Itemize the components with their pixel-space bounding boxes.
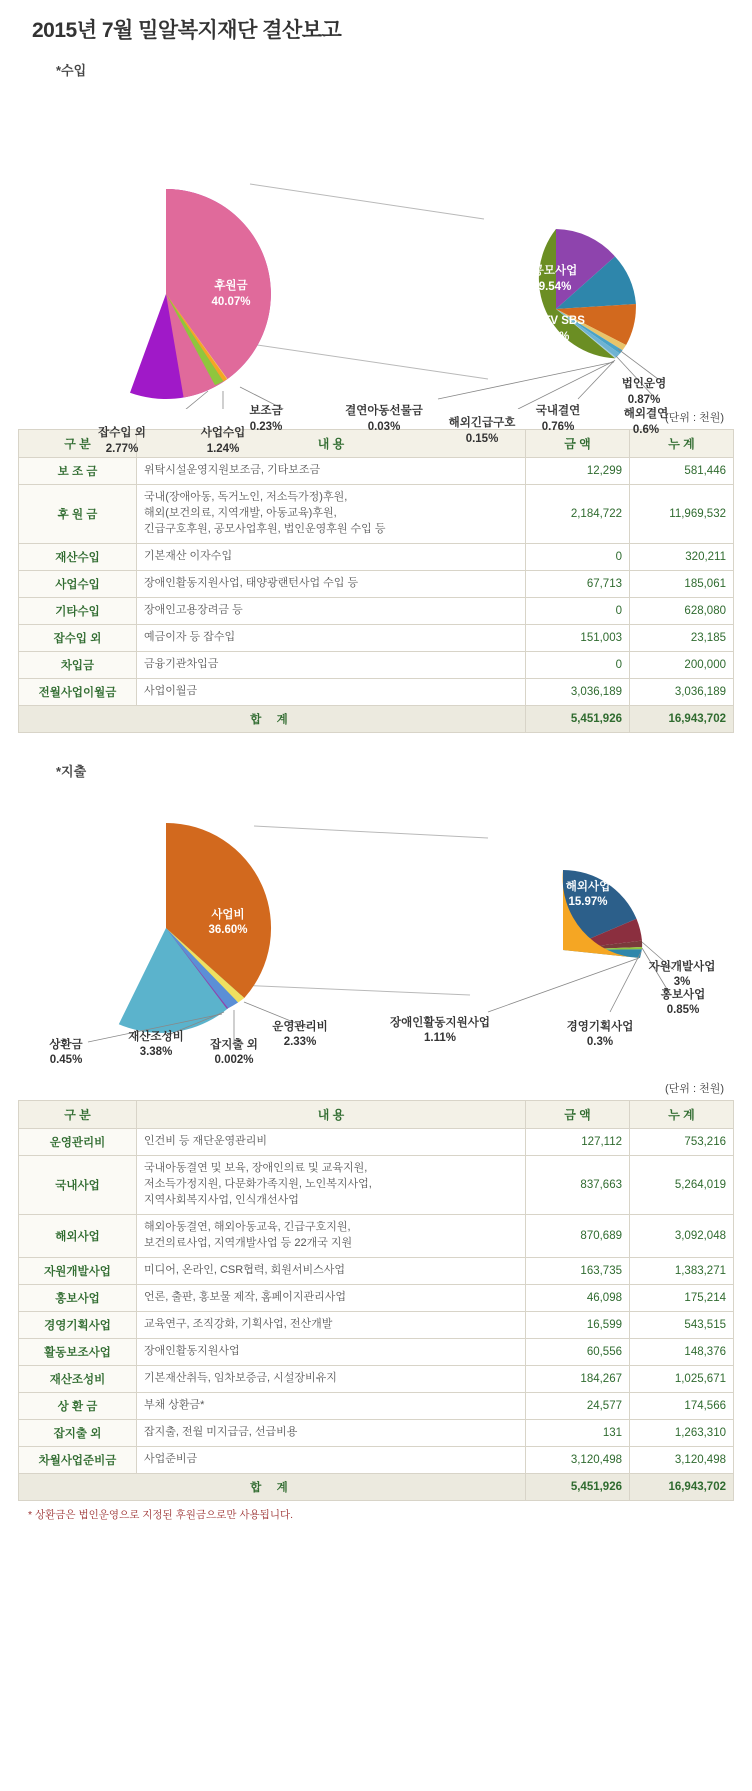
expense-table (18, 1100, 734, 1501)
pie-label-corporate-ops: 법인운영 0.87% (621, 378, 667, 406)
row-category: 활동보조사업 (19, 1338, 137, 1365)
table-row (19, 543, 734, 570)
row-cumulative: 3,092,048 (630, 1214, 734, 1257)
pie-label-misc-expense: 잡지출 외 0.002% (210, 1038, 258, 1067)
income-pie-svg (18, 79, 734, 409)
row-desc: 인건비 등 재단운영관리비 (137, 1128, 526, 1155)
table-row (19, 1365, 734, 1392)
pie-label-pr-project: 홍보사업 0.85% (660, 988, 706, 1017)
row-cumulative: 200,000 (630, 651, 734, 678)
row-desc: 장애인활동지원사업 (137, 1338, 526, 1365)
row-category: 상 환 금 (19, 1392, 137, 1419)
row-amount: 127,112 (526, 1128, 630, 1155)
row-category: 경영기획사업 (19, 1311, 137, 1338)
row-desc: 장애인활동지원사업, 태양광랜턴사업 수입 등 (137, 570, 526, 597)
income-unit-note: (단위 : 천원) (665, 412, 724, 424)
expense-unit-note: (단위 : 천원) (665, 1082, 724, 1095)
pie-label-domestic-sponsorship: 국내결연 0.76% (535, 405, 581, 433)
row-amount: 0 (526, 651, 630, 678)
pie-label-overseas-project: 해외사업 8.42% (446, 235, 492, 263)
row-desc: 국내(장애아동, 독거노인, 저소득가정)후원, 해외(보건의료, 지역개발, 아동교육)후원, 긴급구호후원, 공모사업후원, 법인운영후원 수입 등 (137, 485, 526, 544)
table-row (19, 485, 734, 544)
row-cumulative: 3,120,498 (630, 1446, 734, 1473)
row-cumulative: 753,216 (630, 1128, 734, 1155)
page-title: 2015년 7월 밀알복지재단 결산보고 (32, 19, 342, 42)
table-row (19, 1284, 734, 1311)
row-category: 기타수입 (19, 597, 137, 624)
table-row (19, 624, 734, 651)
row-amount: 837,663 (526, 1155, 630, 1214)
row-desc: 미디어, 온라인, CSR협력, 회원서비스사업 (137, 1257, 526, 1284)
table-row (19, 1419, 734, 1446)
row-desc: 사업준비금 (137, 1446, 526, 1473)
pie-label-next-month-reserve: 차월사업준비금 57.24% (62, 908, 140, 937)
row-desc: 언론, 출판, 홍보물 제작, 홈페이지관리사업 (137, 1284, 526, 1311)
row-cumulative: 581,446 (630, 458, 734, 485)
pie-label-program-cost: 사업비 36.60% (208, 908, 248, 937)
income-total-row (19, 705, 734, 732)
pie-label-prev-month-carryover: 전월사업이월금 55.69% (84, 280, 162, 308)
row-cumulative: 175,214 (630, 1284, 734, 1311)
row-amount: 16,599 (526, 1311, 630, 1338)
income-col-amount: 금 액 (526, 430, 630, 458)
row-amount: 151,003 (526, 624, 630, 651)
pie-label-overseas-emergency-relief: 해외긴급구호 0.15% (448, 417, 516, 445)
row-cumulative: 5,264,019 (630, 1155, 734, 1214)
expense-total-row (19, 1473, 734, 1500)
pie-label-subsidy: 보조금 0.23% (249, 405, 283, 433)
total-cumulative: 16,943,702 (630, 705, 734, 732)
pie-label-misc-income: 잡수입 외 2.77% (98, 427, 146, 455)
row-cumulative: 320,211 (630, 543, 734, 570)
row-category: 차입금 (19, 651, 137, 678)
expense-col-desc: 내 용 (137, 1100, 526, 1128)
row-cumulative: 1,383,271 (630, 1257, 734, 1284)
table-row (19, 1214, 734, 1257)
table-row (19, 651, 734, 678)
row-category: 전월사업이월금 (19, 678, 137, 705)
row-amount: 46,098 (526, 1284, 630, 1311)
row-desc: 기본재산 이자수입 (137, 543, 526, 570)
pie-label-repayment: 상환금 0.45% (49, 1038, 83, 1067)
row-amount: 184,267 (526, 1365, 630, 1392)
report-page (0, 14, 752, 1546)
row-amount: 67,713 (526, 570, 630, 597)
row-desc: 사업이월금 (137, 678, 526, 705)
row-amount: 870,689 (526, 1214, 630, 1257)
pie-label-resource-development: 자원개발사업 3% (648, 960, 716, 989)
row-desc: 예금이자 등 잡수입 (137, 624, 526, 651)
row-category: 잡지출 외 (19, 1419, 137, 1446)
row-category: 후 원 금 (19, 485, 137, 544)
row-desc: 장애인고용장려금 등 (137, 597, 526, 624)
row-category: 차월사업준비금 (19, 1446, 137, 1473)
row-category: 홍보사업 (19, 1284, 137, 1311)
row-desc: 금융기관차입금 (137, 651, 526, 678)
row-amount: 60,556 (526, 1338, 630, 1365)
income-section-label: *수입 (56, 63, 87, 78)
table-row (19, 1311, 734, 1338)
pie-label-overseas-sponsorship: 해외결연 0.6% (623, 408, 669, 436)
table-row (19, 1446, 734, 1473)
pie-label-management-planning: 경영기획사업 0.3% (566, 1020, 634, 1049)
row-desc: 위탁시설운영지원보조금, 기타보조금 (137, 458, 526, 485)
row-desc: 부채 상환금* (137, 1392, 526, 1419)
pie-label-business-income: 사업수입 1.24% (200, 427, 246, 455)
table-row (19, 678, 734, 705)
pie-label-donations: 후원금 40.07% (211, 280, 251, 308)
income-table (18, 429, 734, 733)
expense-footnote: * 상환금은 법인운영으로 지정된 후원금으로만 사용됩니다. (28, 1508, 294, 1521)
pie-label-operating-cost: 운영관리비 2.33% (272, 1020, 328, 1049)
row-category: 자원개발사업 (19, 1257, 137, 1284)
row-cumulative: 148,376 (630, 1338, 734, 1365)
table-row (19, 1338, 734, 1365)
income-col-cumulative: 누 계 (630, 430, 734, 458)
pie-label-asset-formation: 재산조성비 3.38% (128, 1030, 184, 1059)
pie-label-disability-activity-support: 장애인활동지원사업 1.11% (390, 1016, 490, 1045)
pie-label-domestic-project-expense: 국내사업 15.36% (475, 928, 521, 957)
row-amount: 3,036,189 (526, 678, 630, 705)
row-desc: 국내아동결연 및 보육, 장애인의료 및 교육지원, 저소득가정지원, 다문화가족지원, 노인복지사업, 지역사회복지사업, 인식개선사업 (137, 1155, 526, 1214)
row-desc: 잡지출, 전월 미지급금, 선급비용 (137, 1419, 526, 1446)
row-cumulative: 1,263,310 (630, 1419, 734, 1446)
total-label: 합 계 (19, 705, 526, 732)
row-desc: 기본재산취득, 임차보증금, 시설장비유지 (137, 1365, 526, 1392)
pie-label-domestic-project: 국내사업 14.46% (436, 302, 482, 330)
expense-col-cumulative: 누 계 (630, 1100, 734, 1128)
expense-col-category: 구 분 (19, 1100, 137, 1128)
row-category: 사업수입 (19, 570, 137, 597)
row-category: 국내사업 (19, 1155, 137, 1214)
table-row (19, 1257, 734, 1284)
expense-chart-area (18, 780, 734, 1080)
row-desc: 해외아동결연, 해외아동교육, 긴급구호지원, 보건의료사업, 지역개발사업 등 22개국 지원 (137, 1214, 526, 1257)
row-category: 운영관리비 (19, 1128, 137, 1155)
row-cumulative: 174,566 (630, 1392, 734, 1419)
pie-label-public-contest: 공모사업 9.54% (532, 265, 578, 293)
row-amount: 2,184,722 (526, 485, 630, 544)
row-category: 해외사업 (19, 1214, 137, 1257)
total-label: 합 계 (19, 1473, 526, 1500)
row-cumulative: 23,185 (630, 624, 734, 651)
income-col-desc: 내 용 (137, 430, 526, 458)
row-amount: 0 (526, 597, 630, 624)
row-cumulative: 3,036,189 (630, 678, 734, 705)
table-row (19, 458, 734, 485)
row-cumulative: 543,515 (630, 1311, 734, 1338)
row-desc: 교육연구, 조직강화, 기획사업, 전산개발 (137, 1311, 526, 1338)
row-amount: 3,120,498 (526, 1446, 630, 1473)
row-amount: 12,299 (526, 458, 630, 485)
table-row (19, 1128, 734, 1155)
total-amount: 5,451,926 (526, 1473, 630, 1500)
pie-label-overseas-project-expense: 해외사업 15.97% (565, 880, 611, 909)
table-row (19, 597, 734, 624)
row-category: 잡수입 외 (19, 624, 137, 651)
row-cumulative: 628,080 (630, 597, 734, 624)
pie-label-sponsored-child-gift: 결연아동선물금 0.03% (345, 405, 423, 433)
table-row (19, 570, 734, 597)
row-amount: 0 (526, 543, 630, 570)
total-cumulative: 16,943,702 (630, 1473, 734, 1500)
row-cumulative: 185,061 (630, 570, 734, 597)
row-category: 재산수입 (19, 543, 137, 570)
row-amount: 24,577 (526, 1392, 630, 1419)
pie-label-hope-tv-sbs: 희망TV SBS 5.25% (521, 315, 585, 343)
table-row (19, 1155, 734, 1214)
table-row (19, 1392, 734, 1419)
row-cumulative: 1,025,671 (630, 1365, 734, 1392)
income-col-category: 구 분 (19, 430, 137, 458)
expense-table-header-row (19, 1100, 734, 1128)
row-amount: 163,735 (526, 1257, 630, 1284)
row-amount: 131 (526, 1419, 630, 1446)
row-category: 보 조 금 (19, 458, 137, 485)
row-cumulative: 11,969,532 (630, 485, 734, 544)
expense-col-amount: 금 액 (526, 1100, 630, 1128)
row-category: 재산조성비 (19, 1365, 137, 1392)
total-amount: 5,451,926 (526, 705, 630, 732)
expense-section-label: *지출 (56, 763, 87, 779)
